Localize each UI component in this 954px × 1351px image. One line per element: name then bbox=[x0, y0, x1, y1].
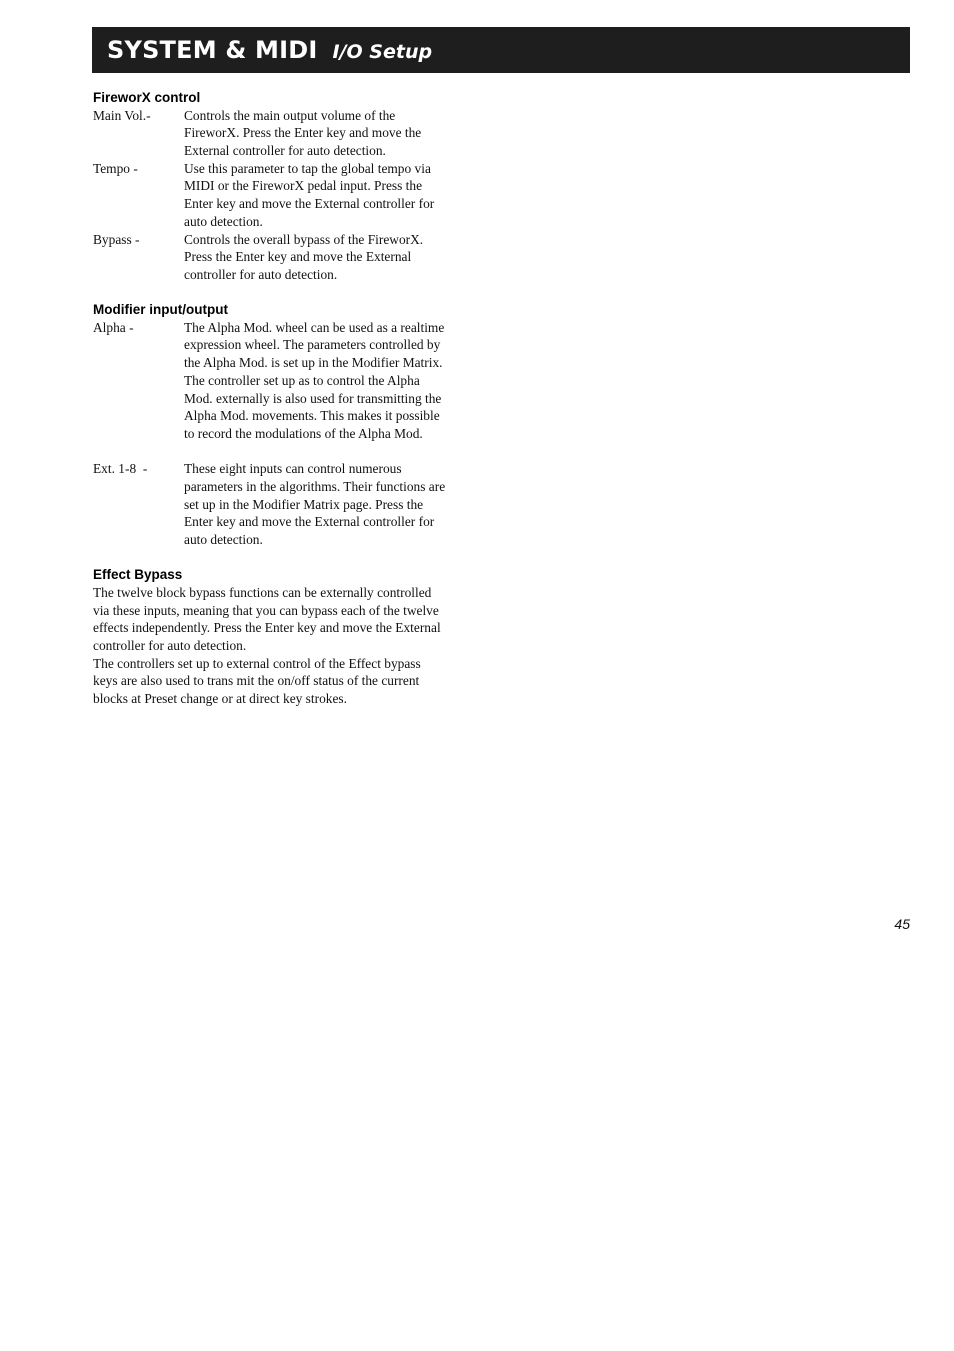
text-line: The twelve block bypass functions can be externally controlled bbox=[93, 584, 432, 600]
text-line: controller for auto detection. bbox=[184, 266, 338, 282]
text-line: auto detection. bbox=[184, 532, 263, 548]
page-header-bar bbox=[92, 27, 910, 73]
text-line: controller for auto detection. bbox=[93, 638, 247, 654]
parameter-description bbox=[184, 160, 479, 231]
text-line: Use this parameter to tap the global tempo via bbox=[184, 160, 431, 176]
parameter-description bbox=[184, 460, 479, 549]
section-effect-bypass bbox=[93, 566, 478, 708]
parameter-entry-alpha bbox=[93, 319, 478, 443]
text-line: set up in the Modifier Matrix page. Press the bbox=[184, 496, 424, 512]
content-column bbox=[93, 89, 478, 725]
text-line: The controllers set up to external control of the Effect bypass bbox=[93, 655, 421, 671]
parameter-description bbox=[184, 231, 479, 284]
text-line: These eight inputs can control numerous bbox=[184, 461, 402, 477]
text-line: Controls the overall bypass of the FireworX. bbox=[184, 231, 424, 247]
section-modifier-io bbox=[93, 301, 478, 549]
text-line: MIDI or the FireworX pedal input. Press the bbox=[184, 178, 423, 194]
text-line: Mod. externally is also used for transmitting the bbox=[184, 390, 442, 406]
parameter-label: Bypass - bbox=[93, 231, 140, 247]
section-heading: Modifier input/output bbox=[93, 302, 228, 318]
parameter-description bbox=[184, 319, 479, 443]
text-line: via these inputs, meaning that you can bypass each of the twelve bbox=[93, 602, 439, 618]
section-heading: FireworX control bbox=[93, 90, 201, 105]
parameter-label: Tempo - bbox=[93, 160, 138, 176]
page-subtitle: I/O Setup bbox=[332, 41, 433, 63]
parameter-label: Ext. 1-8 - bbox=[93, 461, 148, 477]
text-line: to record the modulations of the Alpha Mod. bbox=[184, 425, 423, 441]
parameter-label: Main Vol.- bbox=[93, 107, 151, 123]
text-line: Enter key and move the External controller for bbox=[184, 514, 435, 530]
text-line: Press the Enter key and move the External bbox=[184, 249, 412, 265]
parameter-entry-tempo bbox=[93, 160, 478, 231]
text-line: effects independently. Press the Enter key and move the External bbox=[93, 620, 441, 636]
section-heading: Effect Bypass bbox=[93, 567, 183, 583]
text-line: External controller for auto detection. bbox=[184, 143, 386, 158]
text-line: Alpha Mod. movements. This makes it possible bbox=[184, 408, 440, 424]
parameter-label: Alpha - bbox=[93, 319, 134, 335]
body-paragraph bbox=[93, 655, 478, 708]
parameter-entry-main-vol bbox=[93, 107, 478, 160]
text-line: keys are also used to trans mit the on/off status of the current bbox=[93, 673, 420, 689]
text-line: Controls the main output volume of the bbox=[184, 107, 396, 123]
parameter-entry-bypass bbox=[93, 231, 478, 284]
text-line: the Alpha Mod. is set up in the Modifier Matrix. bbox=[184, 355, 443, 371]
parameter-description bbox=[184, 107, 479, 160]
text-line: FireworX. Press the Enter key and move the bbox=[184, 125, 422, 141]
text-line: expression wheel. The parameters controlled by bbox=[184, 337, 441, 353]
text-line: blocks at Preset change or at direct key strokes. bbox=[93, 691, 347, 707]
page-title: SYSTEM & MIDI bbox=[107, 36, 318, 64]
body-paragraph bbox=[93, 584, 478, 655]
section-fireworx-control bbox=[93, 89, 478, 284]
text-line: auto detection. bbox=[184, 213, 263, 229]
text-line: The controller set up as to control the Alpha bbox=[184, 372, 420, 388]
text-line: parameters in the algorithms. Their functions are bbox=[184, 479, 446, 495]
text-line: The Alpha Mod. wheel can be used as a realtime bbox=[184, 319, 445, 335]
parameter-entry-ext-1-8 bbox=[93, 460, 478, 549]
text-line: Enter key and move the External controller for bbox=[184, 196, 435, 212]
page-number: 45 bbox=[894, 916, 910, 932]
